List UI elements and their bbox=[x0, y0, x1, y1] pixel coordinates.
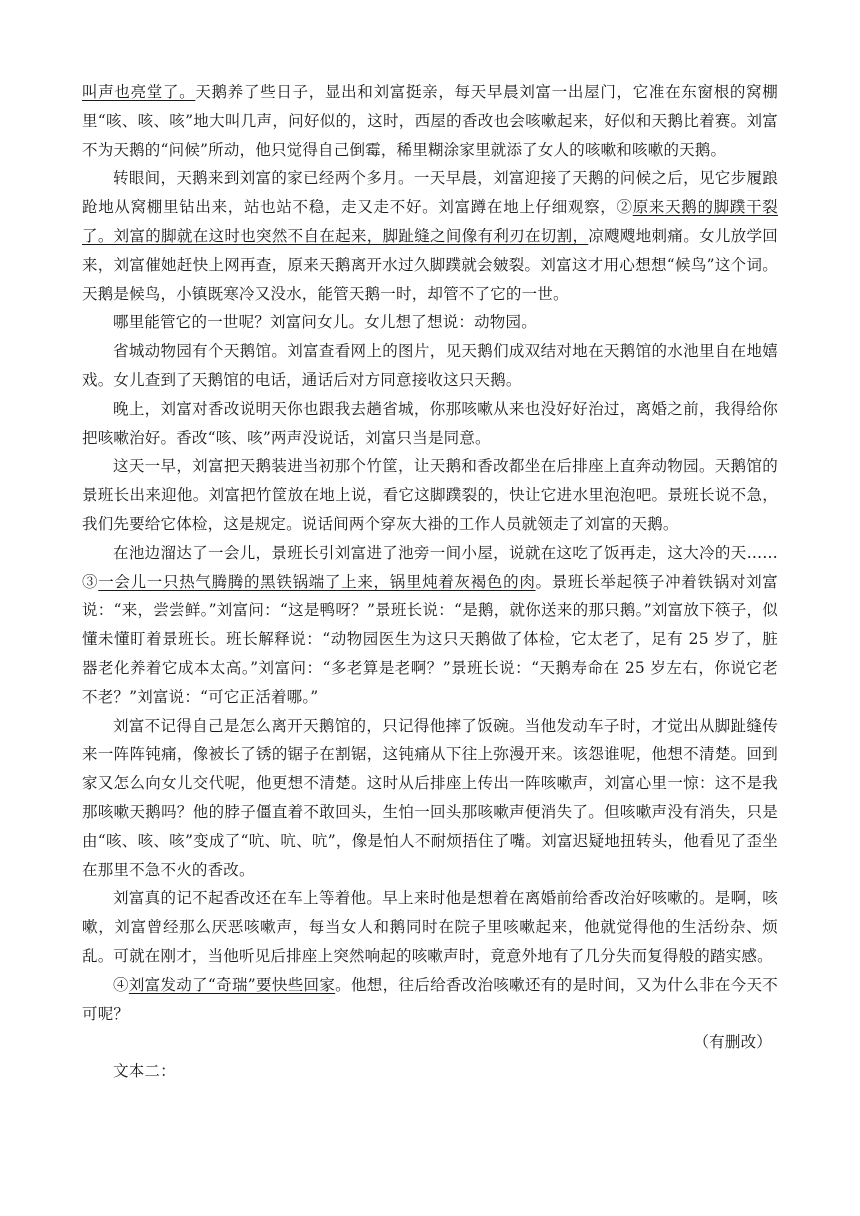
text-segment: 转眼间，天鹅来到刘富的家已经两个多月。一天早晨，刘富迎接了天鹅的问候之后，见它步履踉跄地从窝棚里钻出来，站也站不稳，走又走不好。刘富蹲在地上仔细观察，② bbox=[82, 169, 778, 217]
paragraph bbox=[82, 164, 778, 308]
paragraph bbox=[82, 308, 778, 337]
text-segment: ④ bbox=[113, 975, 129, 994]
paragraph bbox=[82, 395, 778, 453]
text-segment: 哪里能管它的一世呢？刘富问女儿。女儿想了想说：动物园。 bbox=[113, 313, 537, 332]
paragraph bbox=[82, 884, 778, 970]
underlined-passage: 叫声也亮堂了。 bbox=[82, 83, 196, 101]
paragraph bbox=[82, 78, 778, 164]
underlined-passage: 原来天鹅的脚蹼干裂了。刘富的脚就在这时也突然不自在起来，脚趾缝之间像有利刃在切割， bbox=[82, 198, 778, 245]
text-segment: 天鹅养了些日子，显出和刘富挺亲，每天早晨刘富一出屋门，它准在东窗根的窝棚里“咳、咳、咳”地大叫几声，问好似的，这时，西屋的香改也会咳嗽起来，好似和天鹅比着赛。刘富不为天鹅的“问候”所动，他只觉得自己倒霉，稀里糊涂家里就添了女人的咳嗽和咳嗽的天鹅。 bbox=[82, 83, 779, 159]
text-segment: 凉飕飕地刺痛。女儿放学回来，刘富催她赶快上网再查，原来天鹅离开水过久脚蹼就会皴裂。刘富这才用心想想“候鸟”这个词。天鹅是候鸟，小镇既寒冷又没水，能管天鹅一时，却管不了它的一世。 bbox=[82, 226, 778, 303]
paragraph bbox=[82, 712, 778, 885]
paragraph bbox=[82, 337, 778, 395]
underlined-passage: 一会儿一只热气腾腾的黑铁锅端了上来，锅里炖着灰褐色的肉 bbox=[98, 572, 536, 591]
text-segment: 省城动物园有个天鹅馆。刘富查看网上的图片，见天鹅们成双结对地在天鹅馆的水池里自在地嬉戏。女儿查到了天鹅馆的电话，通话后对方同意接收这只天鹅。 bbox=[82, 342, 778, 389]
text-segment: 。景班长举起筷子冲着铁锅对刘富说：“来，尝尝鲜。”刘富问：“这是鸭呀？”景班长说：“是鹅，就你送来的那只鹅。”刘富放下筷子，似懂未懂盯着景班长。班长解释说：“动物园医生为这只天鹅做了体检，它太老了，足有 25 岁了，脏器老化养着它成本太高。”刘富问：“多老算是老啊？”景班长说：“天鹅寿命在 25 岁左右，你说它老不老？”刘富说：“可它正活着哪。” bbox=[82, 572, 778, 706]
document-page bbox=[82, 78, 778, 1086]
text-segment: 。他想，往后给香改治咳嗽还有的是时间，又为什么非在今天不可呢？ bbox=[82, 975, 778, 1023]
text-two-label: 文本二： bbox=[113, 1062, 176, 1081]
story-body bbox=[82, 78, 778, 1028]
text-segment: 在池边溜达了一会儿，景班长引刘富进了池旁一间小屋，说就在这吃了饭再走，这大冷的天……③ bbox=[82, 543, 778, 591]
underlined-passage: 刘富发动了“奇瑞”要快些回家 bbox=[128, 975, 336, 994]
text-segment: 这天一早，刘富把天鹅装进当初那个竹筐，让天鹅和香改都坐在后排座上直奔动物园。天鹅馆的景班长出来迎他。刘富把竹筐放在地上说，看它这脚蹼裂的，快让它进水里泡泡吧。景班长说不急，我们先要给它体检，这是规定。说话间两个穿灰大褂的工作人员就领走了刘富的天鹅。 bbox=[82, 457, 778, 533]
paragraph bbox=[82, 452, 778, 538]
text-segment: 刘富不记得自己是怎么离开天鹅馆的，只记得他摔了饭碗。当他发动车子时，才觉出从脚趾缝传来一阵阵钝痛，像被长了锈的锯子在割锯，这钝痛从下往上弥漫开来。该怨谁呢，他想不清楚。回到家又怎么向女儿交代呢，他更想不清楚。这时从后排座上传出一阵咳嗽声，刘富心里一惊：这不是我那咳嗽天鹅吗？他的脖子僵直着不敢回头，生怕一回头那咳嗽声便消失了。但咳嗽声没有消失，只是由“咳、咳、咳”变成了“吭、吭、吭”，像是怕人不耐烦捂住了嘴。刘富迟疑地扭转头，他看见了歪坐在那里不急不火的香改。 bbox=[82, 716, 778, 879]
source-note: （有删改） bbox=[693, 1033, 772, 1052]
text-segment: 晚上，刘富对香改说明天你也跟我去趟省城，你那咳嗽从来也没好好治过，离婚之前，我得给你把咳嗽治好。香改“咳、咳”两声没说话，刘富只当是同意。 bbox=[82, 399, 778, 447]
paragraph bbox=[82, 539, 778, 712]
paragraph bbox=[82, 971, 778, 1029]
text-segment: 刘富真的记不起香改还在车上等着他。早上来时他是想着在离婚前给香改治好咳嗽的。是啊，咳嗽，刘富曾经那么厌恶咳嗽声，每当女人和鹅同时在院子里咳嗽起来，他就觉得他的生活纷杂、烦乱。可就在刚才，当他听见后排座上突然响起的咳嗽声时，竟意外地有了几分失而复得般的踏实感。 bbox=[82, 889, 778, 965]
